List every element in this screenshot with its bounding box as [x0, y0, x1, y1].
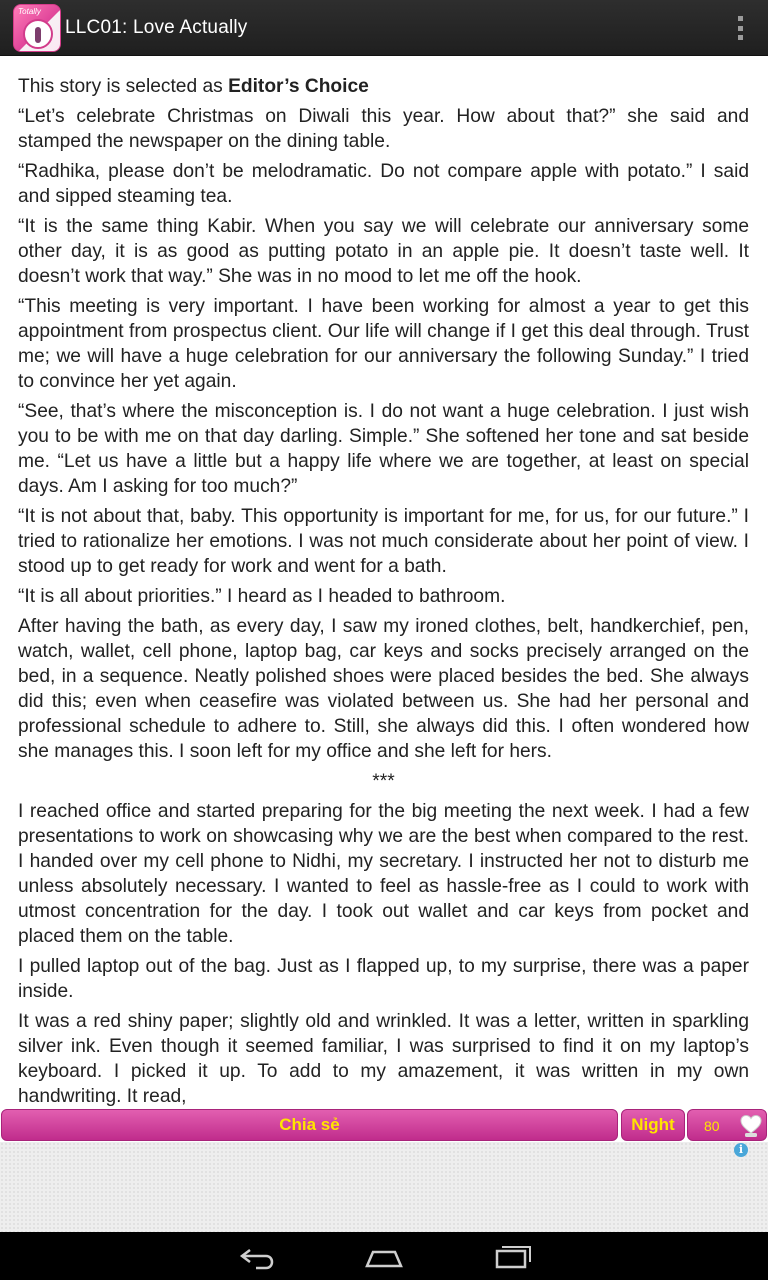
- share-button[interactable]: Chia sẻ: [1, 1109, 618, 1141]
- story-paragraph: “It is not about that, baby. This opportunity is important for me, for us, for our future.” I tried to rationalize her emotions. I was not much considerate about her point of view. I stood up to get ready for work and went for a bath.: [18, 506, 749, 577]
- system-navigation-bar: [0, 1232, 768, 1280]
- story-paragraph: “See, that’s where the misconception is. I do not want a huge celebration. I just wish you to be with me on that day darling. Simple.” She softened her tone and sat beside me. “Let us have a little but a happy life where we are together, at least on special days. Am I asking for too much?”: [18, 401, 749, 497]
- heart-icon: [740, 1114, 762, 1138]
- story-content[interactable]: [18, 74, 749, 1106]
- story-paragraph: After having the bath, as every day, I saw my ironed clothes, belt, handkerchief, pen, watch, wallet, cell phone, laptop bag, car keys and socks precisely arranged on the bed, in a sequence. Neatly polished shoes were placed besides the bed. She always did this; even when ceasefire was violated between us. She had her personal and professional schedule to adhere to. Still, she always did this. I often wondered how she manages this. I soon left for my office and she left for hers.: [18, 616, 749, 762]
- back-icon[interactable]: [236, 1242, 276, 1270]
- story-paragraph: “It is all about priorities.” I heard as I headed to bathroom.: [18, 586, 506, 607]
- story-paragraph: “Let’s celebrate Christmas on Diwali this year. How about that?” she said and stamped the newspaper on the dining table.: [18, 106, 749, 152]
- overflow-menu-icon[interactable]: [736, 16, 744, 40]
- story-paragraph: “This meeting is very important. I have been working for almost a year to get this appointment from prospectus client. Our life will change if I get this deal through. Trust me; we will have a huge celebration for our anniversary the following Sunday.” I tried to convince her yet again.: [18, 296, 749, 392]
- story-paragraph: It was a red shiny paper; slightly old and wrinkled. It was a letter, written in sparkling silver ink. Even though it seemed familiar, I was surprised to find it on my laptop’s keyboard. I picked it up. To add to my amazement, it was written in my own handwriting. It read,: [18, 1011, 749, 1106]
- recent-apps-icon[interactable]: [492, 1242, 532, 1270]
- editors-choice-prefix: This story is selected as: [18, 76, 229, 97]
- page-title: LLC01: Love Actually: [65, 16, 248, 38]
- ad-info-icon[interactable]: i: [734, 1143, 748, 1157]
- action-bar: [0, 0, 768, 56]
- home-icon[interactable]: [364, 1242, 404, 1270]
- story-paragraph: “It is the same thing Kabir. When you say we will celebrate our anniversary some other day, it is as good as putting potato in an apple pie. It doesn’t taste well. It doesn’t work that way.” She was in no mood to let me off the hook.: [18, 216, 749, 287]
- editors-choice-label: Editor’s Choice: [228, 76, 369, 97]
- story-paragraph: I reached office and started preparing for the big meeting the next week. I had a few presentations to work on showcasing why we are the best when compared to the rest. I handed over my cell phone to Nidhi, my secretary. I instructed her not to disturb me unless absolutely necessary. I wanted to feel as hassle-free as I could to work with utmost concentration for the day. I took out wallet and car keys from pocket and placed them on the table.: [18, 801, 749, 947]
- bottom-toolbar: [0, 1108, 768, 1142]
- night-mode-button[interactable]: Night: [621, 1109, 685, 1141]
- ad-banner[interactable]: [0, 1142, 768, 1232]
- app-logo-emblem: [23, 19, 53, 49]
- like-count: 80: [704, 1118, 720, 1134]
- like-button[interactable]: [687, 1109, 767, 1141]
- app-logo-icon[interactable]: [13, 4, 61, 52]
- story-paragraph: I pulled laptop out of the bag. Just as I flapped up, to my surprise, there was a paper inside.: [18, 956, 749, 1002]
- story-paragraph: “Radhika, please don’t be melodramatic. Do not compare apple with potato.” I said and sipped steaming tea.: [18, 161, 749, 207]
- app-logo-text: Totally: [18, 6, 41, 16]
- section-separator: ***: [372, 771, 395, 792]
- editors-choice-line: [18, 74, 749, 99]
